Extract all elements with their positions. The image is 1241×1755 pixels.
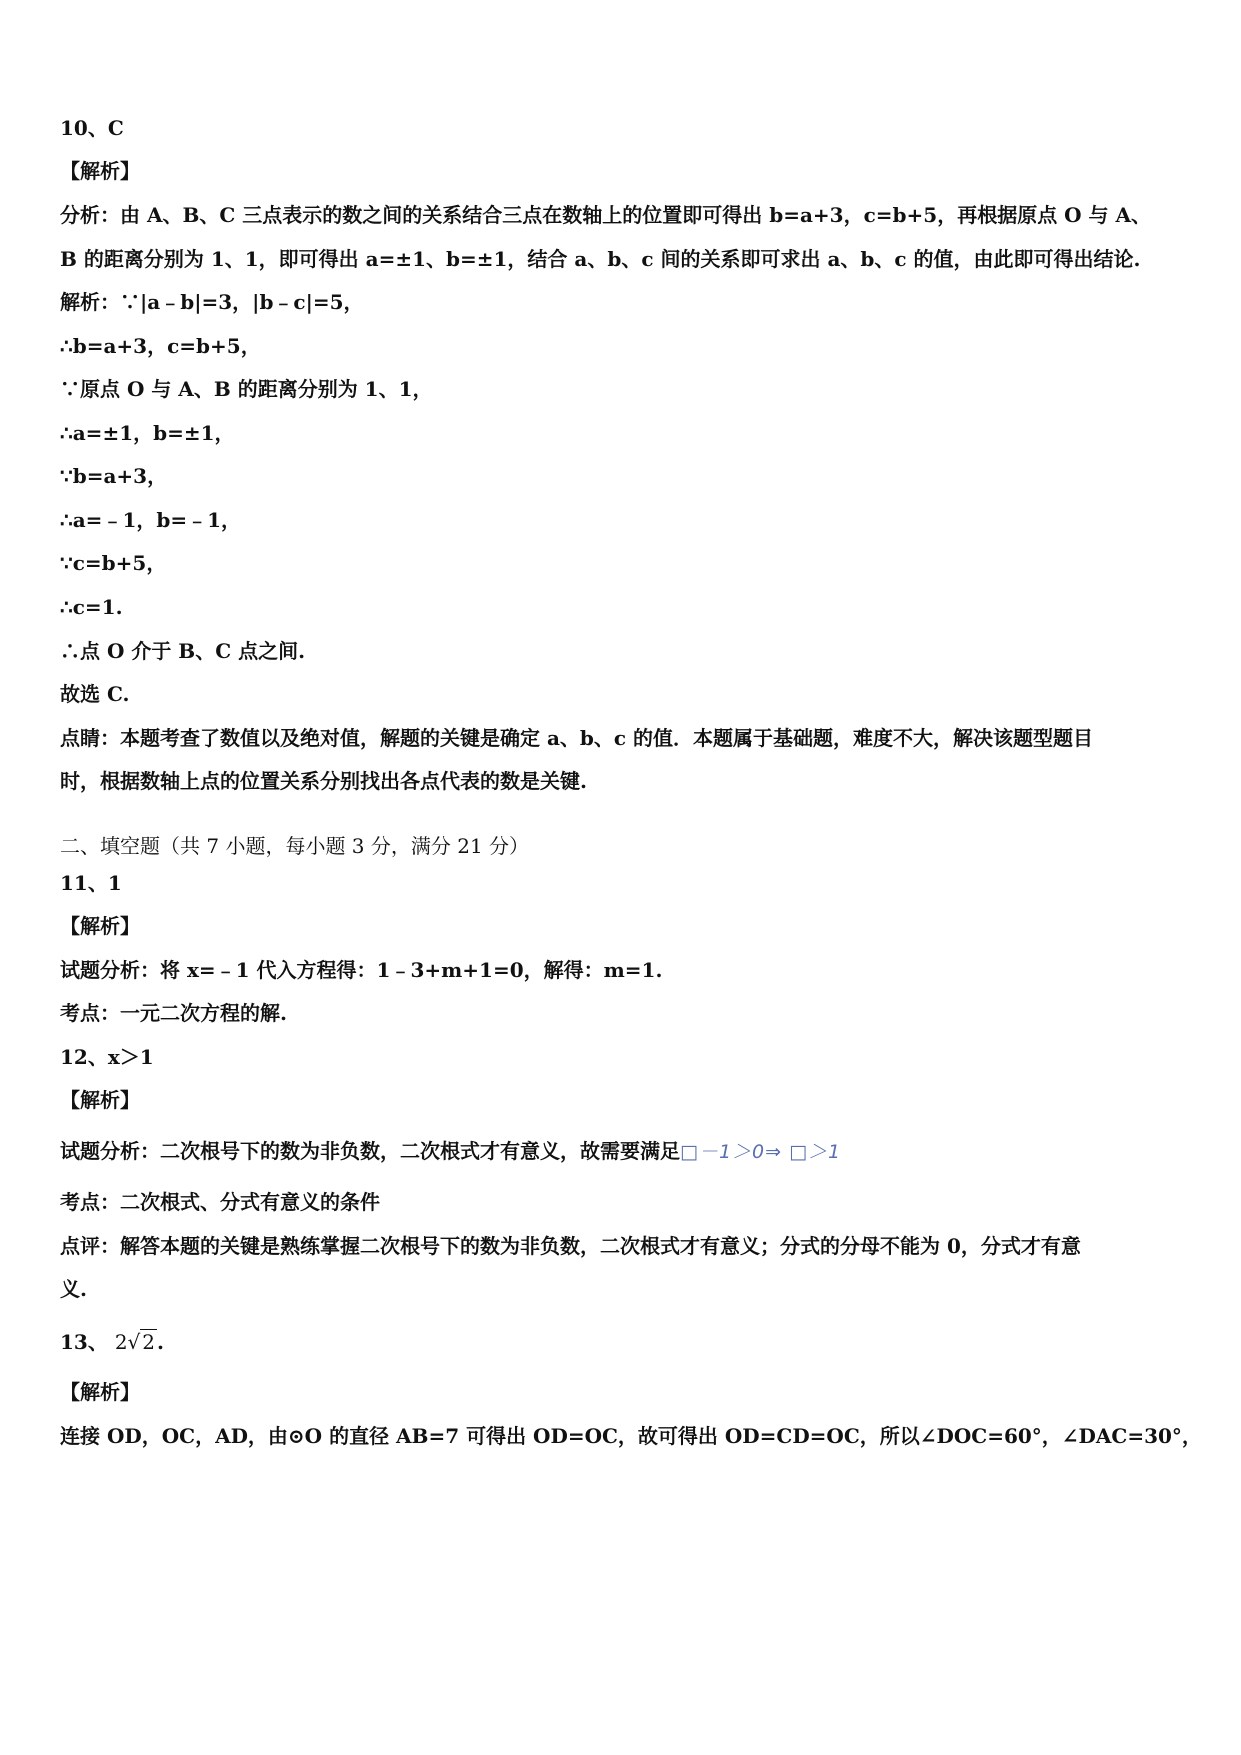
answer-11-line: 11、1 (60, 871, 122, 895)
answer-13-formula: 2√ 2 (114, 1330, 156, 1354)
answer-10-line: 10、C (60, 116, 124, 140)
analysis-text-main: 试题分析：二次根号下的数为非负数，二次根式才有意义，故需要满足 (60, 1139, 680, 1163)
analysis-heading: 【解析】 (60, 1088, 140, 1112)
comment-text: 义. (60, 1277, 87, 1301)
analysis-text: 分析：由 A、B、C 三点表示的数之间的关系结合三点在数轴上的位置即可得出 b=a+3，c=b+5，再根据原点 O 与 A、 (60, 203, 1152, 227)
solution-step: 解析：∵|a﹣b|=3，|b﹣c|=5， (60, 290, 364, 314)
comment-text: 时，根据数轴上点的位置关系分别找出各点代表的数是关键. (60, 769, 587, 793)
analysis-text: 连接 OD，OC，AD，由⊙O 的直径 AB=7 可得出 OD=OC，故可得出 OD=CD=OC，所以∠DOC=60°，∠DAC=30°， (60, 1424, 1202, 1448)
analysis-text (60, 1137, 1185, 1166)
solution-step: ∴a=±1，b=±1， (60, 421, 235, 445)
comment-text: 点睛：本题考查了数值以及绝对值，解题的关键是确定 a、b、c 的值．本题属于基础题，难度不大，解决该题型题目 (60, 726, 1094, 750)
analysis-heading: 【解析】 (60, 159, 140, 183)
answer-13-line: 13、 2√ 2 . (60, 1330, 164, 1354)
analysis-text: B 的距离分别为 1、1，即可得出 a=±1、b=±1，结合 a、b、c 间的关系即可求出 a、b、c 的值，由此即可得出结论. (60, 247, 1141, 271)
section-heading: 二、填空题（共 7 小题，每小题 3 分，满分 21 分） (60, 834, 530, 858)
solution-step: ∴c=1. (60, 595, 123, 619)
comment-text: 点评：解答本题的关键是熟练掌握二次根号下的数为非负数，二次根式才有意义；分式的分母不能为 0，分式才有意 (60, 1234, 1081, 1258)
key-point-text: 考点：二次根式、分式有意义的条件 (60, 1190, 380, 1214)
solution-step: ∵原点 O 与 A、B 的距离分别为 1、1， (60, 377, 433, 401)
solution-step: ∴b=a+3，c=b+5， (60, 334, 261, 358)
solution-step: ∵c=b+5， (60, 551, 167, 575)
solution-step: ∵b=a+3， (60, 464, 168, 488)
analysis-text: 试题分析：将 x=﹣1 代入方程得：1﹣3+m+1=0，解得：m=1. (60, 958, 663, 982)
formula-image: □－1＞0⇒ □＞1 (680, 1141, 842, 1163)
analysis-heading: 【解析】 (60, 1380, 140, 1404)
solution-conclusion: 故选 C. (60, 682, 130, 706)
solution-step: ∴点 O 介于 B、C 点之间. (60, 639, 306, 663)
analysis-heading: 【解析】 (60, 914, 140, 938)
solution-step: ∴a=﹣1，b=﹣1， (60, 508, 242, 532)
answer-13-label: 13、 (60, 1330, 108, 1354)
answer-12-line: 12、x＞1 (60, 1045, 154, 1069)
key-point-text: 考点：一元二次方程的解. (60, 1001, 287, 1025)
